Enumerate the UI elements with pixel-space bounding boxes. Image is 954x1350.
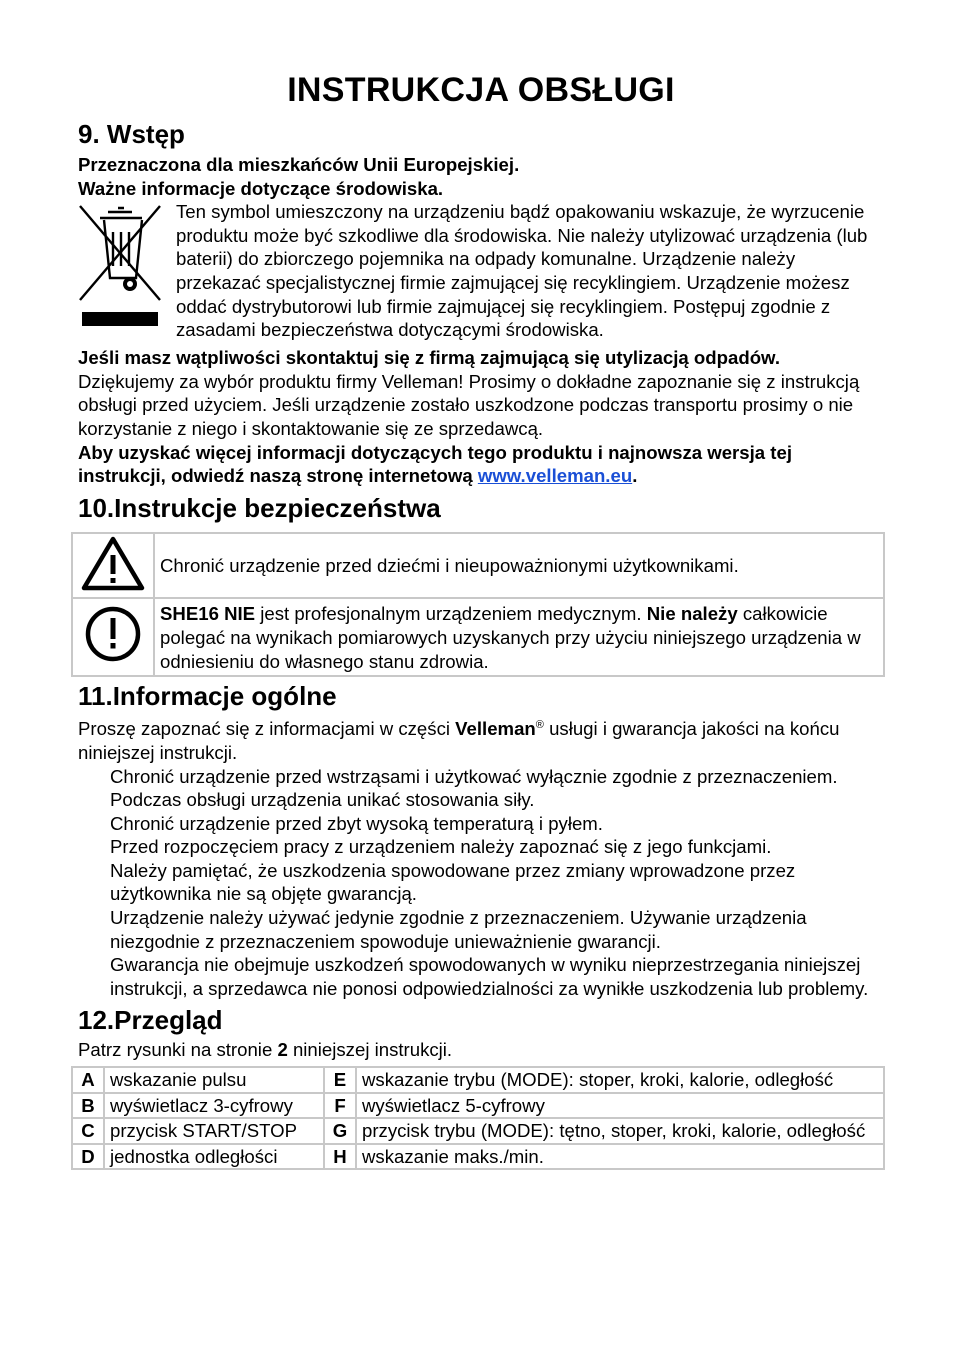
manual-page: [78, 68, 884, 1170]
part-description: wskazanie maks./min.: [356, 1144, 884, 1170]
part-letter: D: [72, 1144, 104, 1170]
medical-notice-text-1: jest profesjonalnym urządzeniem medycznym.: [255, 603, 647, 625]
safety-row: [72, 533, 884, 599]
part-letter: F: [324, 1093, 356, 1119]
safety-icon-cell: [72, 533, 154, 599]
safety-text-cell: [154, 533, 884, 599]
part-description: jednostka odległości: [104, 1144, 324, 1170]
list-item: Należy pamiętać, że uszkodzenia spowodowane przez zmiany wprowadzone przez użytkownika nie są objęte gwarancją.: [110, 859, 796, 905]
table-row: [72, 1093, 884, 1119]
part-description: przycisk trybu (MODE): tętno, stoper, kroki, kalorie, odległość: [356, 1118, 884, 1144]
list-item: Chronić urządzenie przed wstrząsami i użytkować wyłącznie zgodnie z przeznaczeniem. Podczas obsługi urządzenia unikać stosowania siły.: [110, 765, 838, 811]
part-letter: E: [324, 1067, 356, 1093]
weee-notice: [78, 200, 884, 346]
table-row: [72, 1144, 884, 1170]
overview-intro-b: niniejszej instrukcji.: [287, 1039, 453, 1061]
warning-triangle-icon: [81, 535, 145, 591]
website-link[interactable]: www.velleman.eu: [477, 465, 633, 487]
section-11-heading: 11.Informacje ogólne: [78, 681, 337, 712]
eu-residents-line: Przeznaczona dla mieszkańców Unii Europejskiej.: [78, 154, 520, 175]
waste-contact-note: Jeśli masz wątpliwości skontaktuj się z firmą zajmującą się utylizacją odpadów.: [78, 347, 780, 369]
part-letter: G: [324, 1118, 356, 1144]
brand-name: Velleman: [455, 718, 536, 740]
environment-info-line: Ważne informacje dotyczące środowiska.: [78, 177, 444, 199]
list-item: Chronić urządzenie przed zbyt wysoką temperaturą i pyłem.: [110, 812, 603, 834]
section-9-body: [78, 153, 884, 488]
part-letter: A: [72, 1067, 104, 1093]
page-reference: 2: [277, 1039, 288, 1061]
more-info-period: .: [632, 465, 638, 487]
parts-table: [71, 1066, 885, 1170]
document-title: INSTRUKCJA OBSŁUGI: [287, 71, 675, 109]
part-letter: B: [72, 1093, 104, 1119]
overview-intro: [78, 1038, 884, 1062]
part-description: przycisk START/STOP: [104, 1118, 324, 1144]
part-description: wskazanie trybu (MODE): stoper, kroki, kalorie, odległość: [356, 1067, 884, 1093]
safety-row: [72, 598, 884, 676]
part-description: wskazanie pulsu: [104, 1067, 324, 1093]
thank-you-paragraph: Dziękujemy za wybór produktu firmy Velleman! Prosimy o dokładne zapoznanie się z instrukcją obsługi przed użyciem. Jeśli urządzenie zostało uszkodzone podczas transportu prosimy o nie korzystanie z niego i skontaktowanie się ze sprzedawcą.: [78, 370, 860, 439]
medical-notice-bold: Nie należy: [646, 603, 738, 625]
part-letter: H: [324, 1144, 356, 1170]
registered-mark: ®: [535, 719, 544, 732]
more-info-paragraph: [78, 441, 884, 488]
crossed-out-wheelie-bin-icon: [78, 202, 162, 326]
model-name: SHE16 NIE: [160, 603, 256, 625]
section-10-heading: 10.Instrukcje bezpieczeństwa: [78, 492, 441, 523]
overview-intro-a: Patrz rysunki na stronie: [78, 1039, 278, 1061]
list-item: Przed rozpoczęciem pracy z urządzeniem należy zapoznać się z jego funkcjami.: [110, 836, 772, 858]
safety-icon-cell: [72, 598, 154, 676]
section-12-heading: 12.Przegląd: [78, 1005, 223, 1036]
part-description: wyświetlacz 3-cyfrowy: [104, 1093, 324, 1119]
part-description: wyświetlacz 5-cyfrowy: [356, 1093, 884, 1119]
keep-away-from-children-text: Chronić urządzenie przed dziećmi i nieupoważnionymi użytkownikami.: [160, 555, 739, 577]
part-letter: C: [72, 1118, 104, 1144]
section-11-body: [78, 714, 884, 1000]
general-info-intro: [78, 714, 884, 764]
list-item: Urządzenie należy używać jedynie zgodnie z przeznaczeniem. Używanie urządzenia niezgodnie z przeznaczeniem spowoduje unieważnienie gwarancji.: [110, 907, 807, 952]
list-item: Gwarancja nie obejmuje uszkodzeń spowodowanych w wyniku nieprzestrzegania niniejszej instrukcji, a sprzedawca nie ponosi odpowiedzialności za wynikłe uszkodzenia lub problemy.: [110, 954, 869, 999]
safety-text-cell: [154, 598, 884, 676]
weee-description: Ten symbol umieszczony na urządzeniu bądź opakowaniu wskazuje, że wyrzucenie produktu może być szkodliwe dla środowiska. Nie należy utylizować urządzenia (lub baterii) do zbiorczego pojemnika na odpady komunalne. Urządzenie należy przekazać specjalistycznej firmie zajmującej się recyklingiem. Urządzenie możesz oddać dystrybutorowi lub firmie zajmującej się recyklingiem. Postępuj zgodnie z zasadami bezpieczeństwa dotyczącymi środowiska.: [176, 201, 868, 341]
more-info-text: Aby uzyskać więcej informacji dotyczących tego produktu i najnowsza wersja tej instrukcji, odwiedź naszą stronę internetową: [78, 441, 793, 487]
general-info-list: [78, 765, 884, 1001]
section-9-heading: 9. Wstęp: [78, 119, 185, 149]
exclamation-circle-icon: [84, 605, 142, 663]
intro-text-a: Proszę zapoznać się z informacjami w części: [78, 718, 456, 740]
table-row: [72, 1118, 884, 1144]
safety-table: [71, 532, 885, 677]
medical-notice-text-2: całkowicie polegać na wynikach pomiarowych uzyskanych przy użyciu niniejszego urządzenia w odniesieniu do własnego stanu zdrowia.: [160, 603, 861, 672]
table-row: [72, 1067, 884, 1093]
intro-text-b: usługi i gwarancja jakości na końcu niniejszej instrukcji.: [78, 718, 840, 763]
